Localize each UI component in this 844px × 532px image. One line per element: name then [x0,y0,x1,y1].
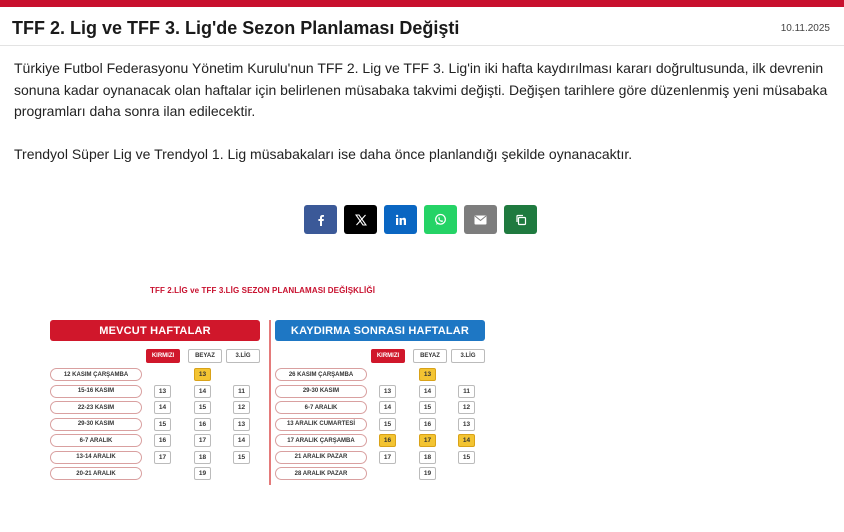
week-number-cell: 14 [458,434,475,447]
week-number-cell: 16 [419,418,436,431]
week-number-cell: 16 [379,434,396,447]
schedule-row [275,367,485,384]
schedule-row [275,384,485,401]
article-paragraph: Trendyol Süper Lig ve Trendyol 1. Lig müsabakaları ise daha önce planlandığı şekilde oynanacaktır. [14,145,633,162]
week-number-cell: 17 [194,434,211,447]
week-number-cell: 15 [194,401,211,414]
week-number-cell: 11 [458,385,475,398]
article-paragraph: Türkiye Futbol Federasyonu Yönetim Kurulu'nun TFF 2. Lig ve TFF 3. Lig'in iki hafta kaydırılması kararı doğrultusunda, ilk devrenin sonuna kadar oynanacak olan haftalar için belirlenen müsabaka takvimi değişti. Değişen tarihlere göre düzenlenmiş yeni müsabaka programları daha sonra ilan edilecektir. [14,60,828,119]
shifted-weeks-rows [275,367,485,483]
week-number-cell: 14 [154,401,171,414]
schedule-row [275,400,485,417]
schedule-infographic [46,280,496,490]
whatsapp-icon [434,213,447,226]
share-email-button[interactable] [464,205,497,234]
article-body [14,58,829,186]
schedule-row [50,400,260,417]
publish-date: 10.11.2025 [780,23,830,34]
week-number-cell: 15 [458,451,475,464]
column-header-3lig: 3.LİG [451,349,485,363]
column-headers [275,349,485,367]
week-number-cell: 14 [233,434,250,447]
week-number-cell: 13 [233,418,250,431]
share-x-button[interactable] [344,205,377,234]
column-header-beyaz: BEYAZ [188,349,222,363]
week-number-cell: 13 [154,385,171,398]
shifted-weeks-heading: KAYDIRMA SONRASI HAFTALAR [275,320,485,341]
column-headers [50,349,260,367]
week-number-cell: 17 [154,451,171,464]
week-number-cell: 17 [379,451,396,464]
schedule-row [275,433,485,450]
week-label: 22-23 KASIM [50,401,142,414]
week-number-cell: 18 [419,451,436,464]
week-label: 28 ARALIK PAZAR [275,467,367,480]
week-number-cell: 16 [194,418,211,431]
share-facebook-button[interactable] [304,205,337,234]
week-number-cell: 14 [379,401,396,414]
share-linkedin-button[interactable] [384,205,417,234]
envelope-icon [474,215,487,225]
week-number-cell: 18 [194,451,211,464]
week-label: 12 KASIM ÇARŞAMBA [50,368,142,381]
week-number-cell: 13 [419,368,436,381]
share-bar [304,205,537,234]
week-number-cell: 12 [233,401,250,414]
column-header-kirmizi: KIRMIZI [146,349,180,363]
schedule-row [50,417,260,434]
shifted-weeks-panel [275,320,485,483]
facebook-icon [315,214,327,226]
copy-link-button[interactable] [504,205,537,234]
column-header-beyaz: BEYAZ [413,349,447,363]
infographic-title: TFF 2.LİG ve TFF 3.LİG SEZON PLANLAMASI DEĞİŞKLİĞİ [150,286,376,295]
week-number-cell: 13 [194,368,211,381]
current-weeks-heading: MEVCUT HAFTALAR [50,320,260,341]
week-label: 29-30 KASIM [50,418,142,431]
week-label: 13 ARALIK CUMARTESİ [275,418,367,431]
schedule-row [275,450,485,467]
schedule-row [50,367,260,384]
week-number-cell: 16 [154,434,171,447]
week-label: 6-7 ARALIK [50,434,142,447]
header-divider [0,45,844,46]
week-number-cell: 15 [154,418,171,431]
week-number-cell: 13 [458,418,475,431]
week-label: 26 KASIM ÇARŞAMBA [275,368,367,381]
schedule-row [50,384,260,401]
week-number-cell: 15 [233,451,250,464]
week-number-cell: 11 [233,385,250,398]
week-number-cell: 14 [419,385,436,398]
schedule-row [275,466,485,483]
column-header-3lig: 3.LİG [226,349,260,363]
column-header-kirmizi: KIRMIZI [371,349,405,363]
week-label: 13-14 ARALIK [50,451,142,464]
schedule-row [275,417,485,434]
week-number-cell: 15 [379,418,396,431]
top-accent-bar [0,0,844,7]
week-number-cell: 14 [194,385,211,398]
current-weeks-panel [50,320,260,483]
week-label: 29-30 KASIM [275,385,367,398]
schedule-row [50,433,260,450]
x-icon [355,214,367,226]
week-number-cell: 13 [379,385,396,398]
week-label: 20-21 ARALIK [50,467,142,480]
panel-divider [269,320,271,485]
week-number-cell: 17 [419,434,436,447]
schedule-row [50,450,260,467]
page-title: TFF 2. Lig ve TFF 3. Lig'de Sezon Planlaması Değişti [12,18,460,38]
copy-icon [515,214,527,226]
week-number-cell: 12 [458,401,475,414]
week-number-cell: 15 [419,401,436,414]
week-number-cell: 19 [419,467,436,480]
week-label: 15-16 KASIM [50,385,142,398]
share-whatsapp-button[interactable] [424,205,457,234]
week-number-cell: 19 [194,467,211,480]
article-header [0,14,844,46]
week-label: 21 ARALIK PAZAR [275,451,367,464]
schedule-row [50,466,260,483]
current-weeks-rows [50,367,260,483]
week-label: 6-7 ARALIK [275,401,367,414]
week-label: 17 ARALIK ÇARŞAMBA [275,434,367,447]
linkedin-icon [395,214,407,226]
